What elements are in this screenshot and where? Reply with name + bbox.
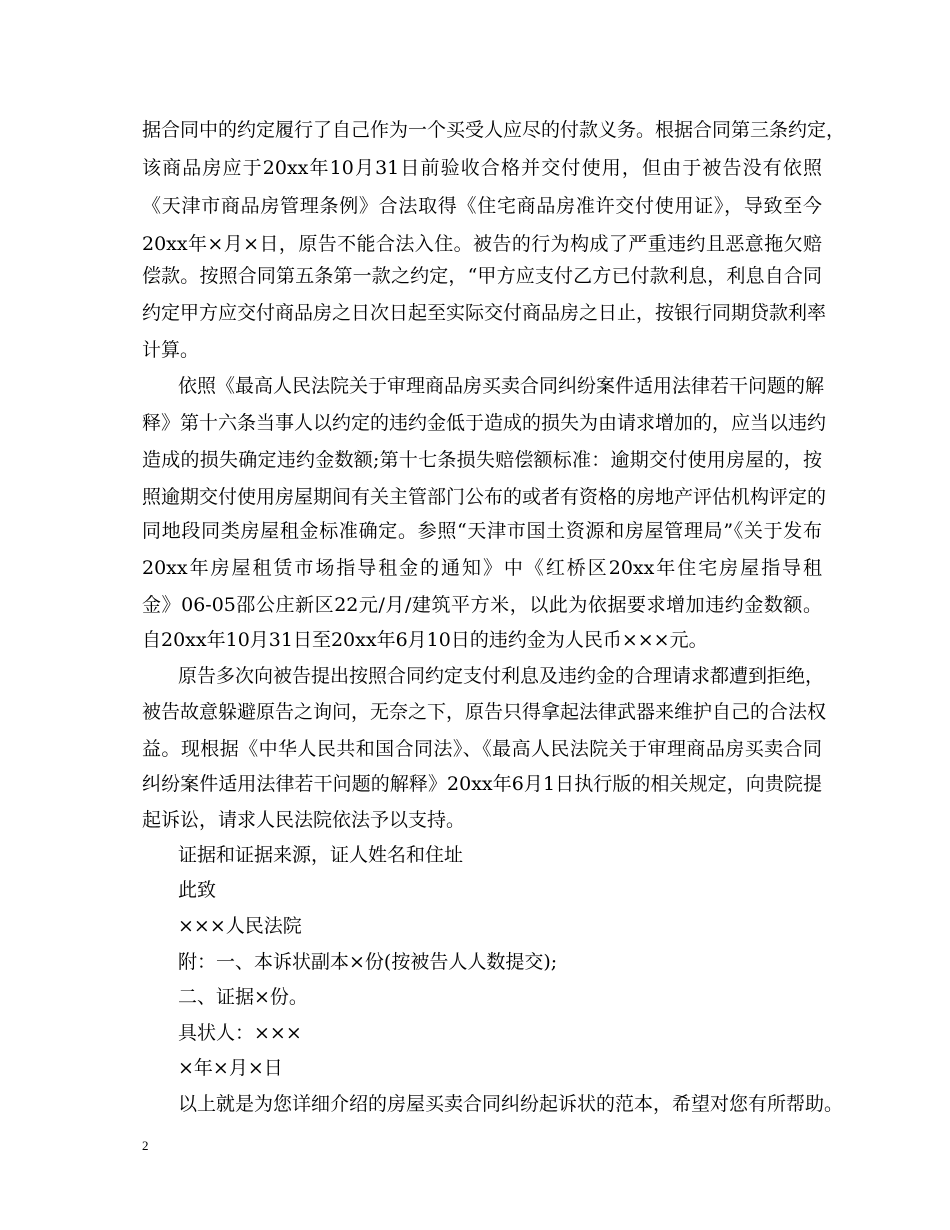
court-name: ×××人民法院 [178,915,302,937]
text-line: 造成的损失确定违约金数额;第十七条损失赔偿额标准：逾期交付使用房屋的，按 [142,449,822,471]
text-line: 金》06-05邵公庄新区22元/月/建筑平方米，以此为依据要求增加违约金数额。 [142,594,822,616]
date-line: ×年×月×日 [178,1057,283,1079]
text-line: 偿款。按照合同第五条第一款之约定，“甲方应支付乙方已付款利息，利息自合同 [142,265,822,287]
evidence-note: 证据和证据来源，证人姓名和住址 [178,844,464,866]
text-line: 被告故意躲避原告之询问，无奈之下，原告只得拿起法律武器来维护自己的合法权 [142,701,827,723]
attachment-1: 附：一、本诉状副本×份(按被告人人数提交); [178,951,558,973]
signer: 具状人：××× [178,1022,302,1044]
text-line: 原告多次向被告提出按照合同约定支付利息及违约金的合理请求都遭到拒绝， [178,665,825,687]
page-number: 2 [142,1138,149,1153]
text-line: 释》第十六条当事人以约定的违约金低于造成的损失为由请求增加的，应当以违约 [142,412,827,434]
text-line: 20xx年×月×日，原告不能合法入住。被告的行为构成了严重违约且恶意拖欠赔 [142,233,822,255]
attachment-2: 二、证据×份。 [178,986,308,1008]
text-line: 同地段同类房屋租金标准确定。参照“天津市国土资源和房屋管理局”《关于发布 [142,520,822,542]
text-line: 《天津市商品房管理条例》合法取得《住宅商品房准许交付使用证》，导致至今 [142,195,822,217]
text-line: 该商品房应于20xx年10月31日前验收合格并交付使用，但由于被告没有依照 [142,157,822,179]
text-line: 依照《最高人民法院关于审理商品房买卖合同纠纷案件适用法律若干问题的解 [178,375,825,397]
text-line: 20xx年房屋租赁市场指导租金的通知》中《红桥区20xx年住宅房屋指导租 [142,557,822,579]
text-line: 据合同中的约定履行了自己作为一个买受人应尽的付款义务。根据合同第三条约定， [142,119,846,141]
text-line: 纠纷案件适用法律若干问题的解释》20xx年6月1日执行版的相关规定，向贵院提 [142,773,822,795]
text-line: 益。现根据《中华人民共和国合同法》、《最高人民法院关于审理商品房买卖合同 [142,738,822,760]
text-line: 自20xx年10月31日至20xx年6月10日的违约金为人民币×××元。 [142,629,708,651]
salutation: 此致 [178,879,217,901]
text-line: 计算。 [142,339,200,361]
text-line: 起诉讼，请求人民法院依法予以支持。 [142,809,466,831]
text-line: 照逾期交付使用房屋期间有关主管部门公布的或者有资格的房地产评估机构评定的 [142,486,827,508]
text-line: 约定甲方应交付商品房之日次日起至实际交付商品房之日止，按银行同期贷款利率 [142,302,827,324]
closing-remark: 以上就是为您详细介绍的房屋买卖合同纠纷起诉状的范本，希望对您有所帮助。 [178,1093,844,1115]
